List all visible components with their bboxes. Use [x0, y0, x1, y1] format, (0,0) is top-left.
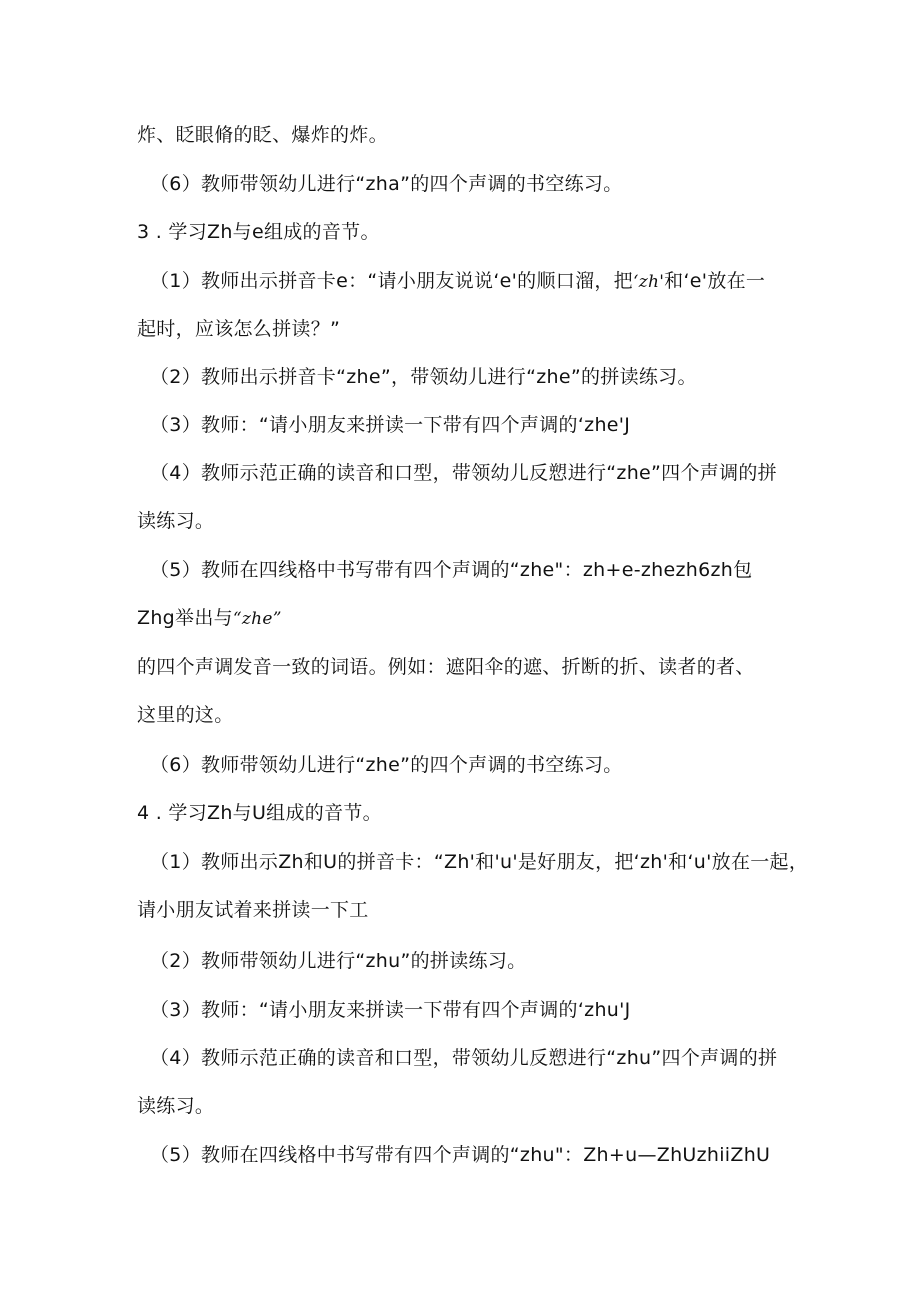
- paragraph-line-1: 炸、眨眼脩的眨、爆炸的炸。: [137, 124, 388, 146]
- paragraph-line-4: [150, 268, 765, 295]
- paragraph-line-6: （2）教师出示拼音卡“zhe”，带领幼儿进行“zhe”的拼读练习。: [150, 366, 697, 388]
- paragraph-line-15: （1）教师出示Zh和U的拼音卡：“Zh'和'u'是好朋友，把‘zh'和‘u'放在一起，: [150, 851, 809, 873]
- line-11-italic-text: “zhe”: [232, 609, 282, 629]
- paragraph-line-16: 请小朋友试着来拼读一下工: [137, 899, 369, 921]
- paragraph-line-20: 读练习。: [137, 1095, 215, 1117]
- paragraph-line-10: （5）教师在四线格中书写带有四个声调的“zhe"：zh+e-zhezh6zh包: [150, 559, 753, 581]
- paragraph-line-5: 起时，应该怎么拼读？”: [137, 318, 341, 340]
- paragraph-line-7: （3）教师：“请小朋友来拼读一下带有四个声调的‘zhe'J: [150, 414, 631, 436]
- line-4-text: （1）教师出示拼音卡e：“请小朋友说说‘e'的顺口溜，把: [150, 270, 633, 292]
- paragraph-line-9: 读练习。: [137, 510, 215, 532]
- paragraph-line-2: （6）教师带领幼儿进行“zha”的四个声调的书空练习。: [150, 173, 623, 195]
- line-4-italic-text: ‘zh': [632, 272, 665, 292]
- line-11-text: Zhg举出与: [137, 607, 233, 629]
- paragraph-line-13: 这里的这。: [137, 704, 234, 726]
- paragraph-line-18: （3）教师：“请小朋友来拼读一下带有四个声调的‘zhu'J: [150, 999, 631, 1021]
- paragraph-line-8: （4）教师示范正确的读音和口型，带领幼儿反愬进行“zhe”四个声调的拼: [150, 462, 777, 484]
- paragraph-line-21: （5）教师在四线格中书写带有四个声调的“zhu"：Zh+u—ZhUzhiiZhU: [150, 1144, 771, 1166]
- section-heading-4: 4 . 学习Zh与U组成的音节。: [137, 802, 382, 824]
- paragraph-line-17: （2）教师带领幼儿进行“zhu”的拼读练习。: [150, 950, 527, 972]
- section-heading-3: 3 . 学习Zh与e组成的音节。: [137, 221, 380, 243]
- paragraph-line-19: （4）教师示范正确的读音和口型，带领幼儿反愬进行“zhu”四个声调的拼: [150, 1047, 778, 1069]
- paragraph-line-14: （6）教师带领幼儿进行“zhe”的四个声调的书空练习。: [150, 754, 623, 776]
- line-4-text-tail: 和‘e'放在一: [664, 270, 766, 292]
- paragraph-line-12: 的四个声调发音一致的词语。例如：遮阳伞的遮、折断的折、读者的者、: [137, 656, 755, 678]
- paragraph-line-11: [137, 605, 282, 632]
